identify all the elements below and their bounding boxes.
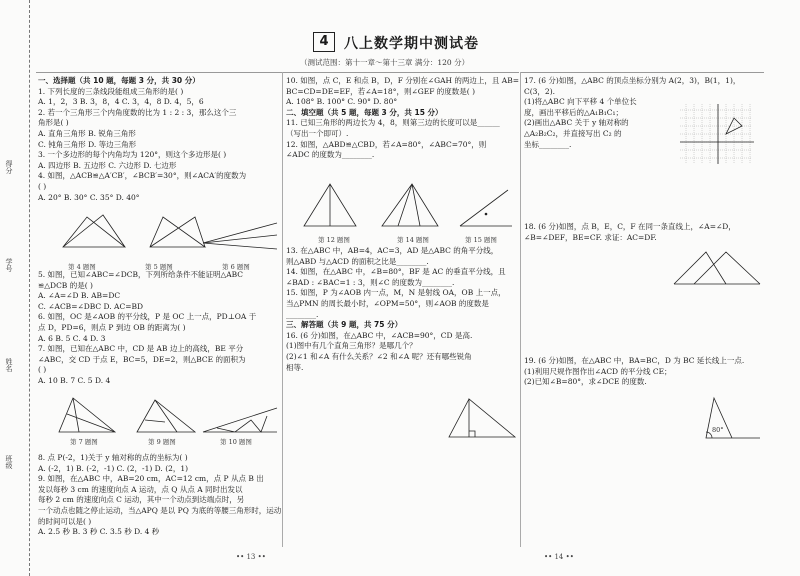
q17-part2-cont: △A₂B₂C₂，并直接写出 C₂ 的 xyxy=(524,128,622,138)
name-label: 姓名 xyxy=(5,358,13,372)
q2-options-cd: C. 钝角三角形 D. 等边三角形 xyxy=(38,139,137,149)
q5-options-ab: A. ∠A=∠D B. AB=DC xyxy=(38,291,121,301)
fig6-caption: 第 6 题图 xyxy=(222,263,250,271)
q11-text: 11. 已知三角形的两边长为 4，8，则第三边的长度可以是______ xyxy=(286,118,500,128)
q9-options: A. 2.5 秒 B. 3 秒 C. 3.5 秒 D. 4 秒 xyxy=(38,527,160,537)
q8-options: A. (-2，1) B. (-2，-1) C. (2，-1) D. (2，1) xyxy=(38,463,189,473)
q7-text: 7. 如图，已知在△ABC 中，CD 是 AB 边上的高线，BE 平分 xyxy=(38,344,244,354)
score-label: 得分 xyxy=(5,160,13,174)
fig6-angle xyxy=(203,223,277,249)
q19-text: 19. (6 分)如图，在△ABC 中，BA=BC，D 为 BC 延长线上一点. xyxy=(524,356,745,365)
q2-options-ab: A. 直角三角形 B. 锐角三角形 xyxy=(38,128,136,138)
column-2-part2 xyxy=(286,246,518,373)
q13-text-cont: 则△ABD 与△ACD 的面积之比是________. xyxy=(286,256,429,266)
fig9-triangle xyxy=(137,400,195,432)
q9-text-cont4: 的时间可以是( ) xyxy=(38,516,92,526)
top-rule-right xyxy=(520,72,764,73)
column-1-part3 xyxy=(38,453,280,538)
fig9-caption: 第 9 题图 xyxy=(148,438,176,446)
q18-text-cont: ∠B=∠DEF，BE=CF. 求证：AC=DF. xyxy=(524,232,657,242)
q17-text-cont: C(3，2). xyxy=(524,86,556,96)
top-rule-left xyxy=(36,72,282,73)
column-1 xyxy=(38,76,280,203)
test-number: 4 xyxy=(313,32,335,52)
q17-part2-cont2: 坐标________. xyxy=(524,139,572,149)
fig4-caption: 第 4 题图 xyxy=(68,263,96,271)
fig5-triangles xyxy=(150,217,205,247)
q16-part2: (2)∠1 和∠A 有什么关系？∠2 和∠A 呢？还有哪些锐角 xyxy=(286,351,472,361)
page-number-left: •• 13 •• xyxy=(236,553,266,561)
q2-text: 2. 若一个三角形三个内角度数的比为 1 : 2 : 3，那么这个三 xyxy=(38,107,237,117)
class-label: 班级 xyxy=(5,455,13,469)
q9-text: 9. 如图，在△ABC 中，AB=20 cm，AC=12 cm，点 P 从点 B 出 xyxy=(38,474,264,484)
q10-text: 10. 如图，点 C，E 和点 B，D，F 分别在∠GAH 的两边上，且 AB= xyxy=(286,76,520,85)
column-3-part3 xyxy=(524,356,764,388)
q13-text: 13. 在△ABC 中，AB=4，AC=3，AD 是△ABC 的角平分线， xyxy=(286,246,499,255)
fig16-right-triangle xyxy=(445,395,520,443)
column-1-part2 xyxy=(38,270,280,387)
q16-part1: (1)图中有几个直角三角形？是哪几个？ xyxy=(286,341,417,351)
top-rule-mid xyxy=(283,72,519,73)
q4-text-cont: ( ) xyxy=(38,181,47,191)
q2-text-cont: 角形是( ) xyxy=(38,118,69,128)
page-number-right: •• 14 •• xyxy=(544,553,574,561)
q19-part1: (1)利用尺规作图作出∠ACD 的平分线 CE； xyxy=(524,366,672,376)
q14-text: 14. 如图，在△ABC 中，∠B=80°，BF 是 AC 的垂直平分线，且 xyxy=(286,267,506,277)
q12-text-cont: ∠ADC 的度数为________. xyxy=(286,150,375,160)
q7-options: A. 10 B. 7 C. 5 D. 4 xyxy=(38,375,111,385)
fig12-kite xyxy=(304,184,356,226)
figures-7-9-10 xyxy=(55,392,280,440)
q9-text-cont3: 一个动点也随之停止运动，当△APQ 是以 PQ 为底的等腰三角形时，运动 xyxy=(38,505,282,515)
q7-text-cont: ∠ABC，交 CD 于点 E，BC=5，DE=2，则△BCE 的面积为 xyxy=(38,354,246,364)
q9-text-cont: 发以每秒 3 cm 的速度向点 A 运动，点 Q 从点 A 同时出发以 xyxy=(38,484,243,494)
q6-options: A. 6 B. 5 C. 4 D. 3 xyxy=(38,333,106,343)
q14-text-cont: ∠BAD : ∠BAC=1 : 3，则∠C 的度数为________. xyxy=(286,277,455,287)
fig17-grid xyxy=(680,104,756,166)
section-answer-heading: 三、解答题（共 9 题，共 75 分） xyxy=(286,320,403,330)
fig18-triangles xyxy=(670,248,765,290)
q12-text: 12. 如图，△ABD≌△CBD，若∠A=80°，∠ABC=70°，则 xyxy=(286,139,487,149)
binding-strip xyxy=(0,0,30,576)
column-divider-2 xyxy=(520,72,521,547)
q15-text-cont2: ________. xyxy=(286,309,319,319)
column-divider-1 xyxy=(282,72,283,547)
q1-text: 1. 下列长度的三条线段能组成三角形的是( ) xyxy=(38,86,184,96)
page-subtitle: （测试范围：第十一章～第十三章 满分：120 分） xyxy=(300,58,470,67)
q10-options: A. 108° B. 100° C. 90° D. 80° xyxy=(286,97,398,107)
q4-options: A. 20° B. 30° C. 35° D. 40° xyxy=(38,192,140,202)
q15-text-cont: 当△PMN 的周长最小时，∠OPM=50°，则∠AOB 的度数是 xyxy=(286,298,489,308)
q3-text: 3. 一个多边形的每个内角均为 120°，则这个多边形是( ) xyxy=(38,150,227,160)
column-3-part2 xyxy=(524,222,764,243)
q19-part2: (2)已知∠B=80°，求∠DCE 的度数. xyxy=(524,377,647,387)
fig14-triangle xyxy=(382,184,438,226)
q4-text: 4. 如图，△ACB≌△A′CB′，∠BCB′=30°，则∠ACA′的度数为 xyxy=(38,171,247,181)
q17-text: 17. (6 分)如图，△ABC 的顶点坐标分别为 A(2，3)，B(1，1)， xyxy=(524,76,741,85)
fig5-caption: 第 5 题图 xyxy=(145,263,173,271)
q3-options: A. 四边形 B. 五边形 C. 六边形 D. 七边形 xyxy=(38,160,177,170)
fig19-angle-label: 80° xyxy=(712,426,724,434)
q16-part2-cont: 相等. xyxy=(286,362,304,372)
fig10-zigzag xyxy=(203,408,277,432)
q9-text-cont2: 每秒 2 cm 的速度向点 C 运动，其中一个动点到达端点时，另 xyxy=(38,495,245,505)
fig12-caption: 第 12 题图 xyxy=(318,236,350,244)
q16-text: 16. (6 分)如图，在△ABC 中，∠ACB=90°，CD 是高. xyxy=(286,330,473,340)
fig15-point-p xyxy=(485,213,488,216)
q6-text: 6. 如图，OC 是∠AOB 的平分线，P 是 OC 上一点，PD⊥OA 于 xyxy=(38,312,257,322)
fig14-caption: 第 14 题图 xyxy=(397,236,429,244)
q5-text-cont: ≌△DCB 的是( ) xyxy=(38,280,93,290)
fig15-angle xyxy=(460,190,512,226)
q11-text-cont: （写出一个即可）. xyxy=(286,128,349,138)
q5-text: 5. 如图，已知∠ABC=∠DCB，下列所给条件不能证明△ABC xyxy=(38,270,244,279)
q8-text: 8. 点 P(-2，1)关于 y 轴对称的点的坐标为( ) xyxy=(38,453,188,462)
q5-options-cd: C. ∠ACB=∠DBC D. AC=BD xyxy=(38,301,144,311)
q7-text-cont2: ( ) xyxy=(38,365,47,375)
fig7-caption: 第 7 题图 xyxy=(70,438,98,446)
fig4-triangles xyxy=(63,215,125,247)
q17-part1-cont: 度，画出平移后的△A₁B₁C₁； xyxy=(524,107,623,117)
section-choice-heading: 一、选择题（共 10 题，每题 3 分，共 30 分） xyxy=(38,76,200,85)
column-2 xyxy=(286,76,518,161)
figures-4-5-6 xyxy=(55,211,280,261)
fig7-triangle xyxy=(59,398,115,432)
fig10-caption: 第 10 题图 xyxy=(220,438,252,446)
section-fill-heading: 二、填空题（共 5 题，每题 3 分，共 15 分） xyxy=(286,107,443,117)
q6-text-cont: 点 D，PD=6，则点 P 到边 OB 的距离为( ) xyxy=(38,322,186,332)
q1-options: A. 1，2，3 B. 3，8，4 C. 3，4，8 D. 4，5，6 xyxy=(38,97,204,107)
fig19-triangle xyxy=(702,394,764,444)
figures-12-14-15 xyxy=(300,180,515,235)
fig15-caption: 第 15 题图 xyxy=(465,236,497,244)
q10-text-cont: BC=CD=DE=EF，若∠A=18°，则∠GEF 的度数是( ) xyxy=(286,86,476,96)
page-title: 八上数学期中测试卷 xyxy=(344,36,479,52)
q17-part1: (1)将△ABC 向下平移 4 个单位长 xyxy=(524,97,637,107)
q18-text: 18. (6 分)如图，点 B，E，C，F 在同一条直线上，∠A=∠D， xyxy=(524,222,736,231)
q17-part2: (2)画出△ABC 关于 y 轴对称的 xyxy=(524,118,629,128)
student-no-label: 学号 xyxy=(5,258,13,272)
q15-text: 15. 如图，P 为∠AOB 内一点，M，N 是射线 OA，OB 上一点， xyxy=(286,288,506,298)
